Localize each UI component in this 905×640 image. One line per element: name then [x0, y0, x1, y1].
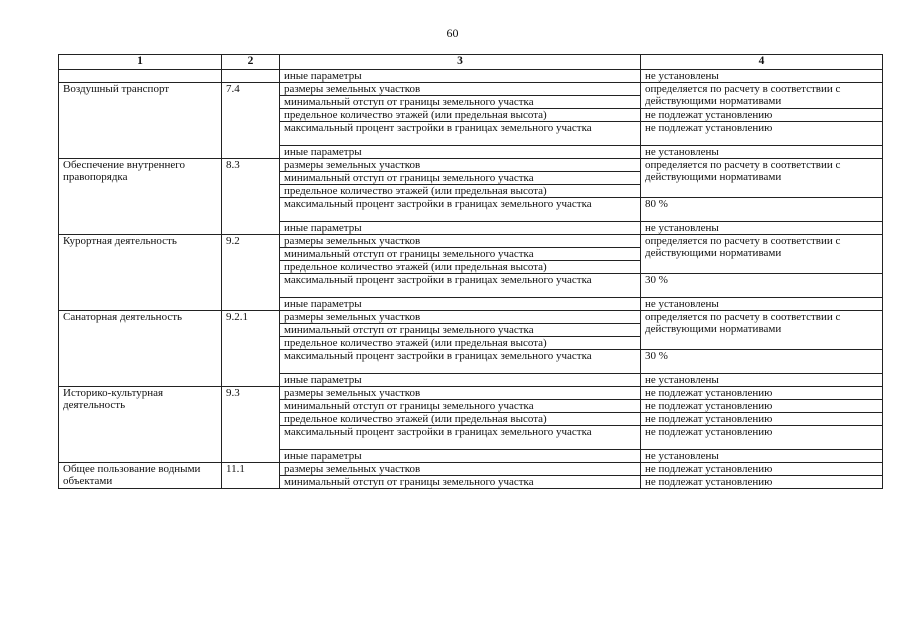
- param-name: иные параметры: [280, 146, 641, 159]
- param-value: не установлены: [641, 222, 883, 235]
- table-header-row: [59, 55, 883, 70]
- param-name: размеры земельных участков: [280, 83, 641, 96]
- param-value: не установлены: [641, 374, 883, 387]
- activity-code: 9.2: [222, 235, 280, 311]
- param-value: не подлежат установлению: [641, 109, 883, 122]
- param-value: не подлежат установлению: [641, 400, 883, 413]
- table-row: [59, 70, 883, 83]
- param-value: 30 %: [641, 350, 883, 374]
- param-value: 30 %: [641, 274, 883, 298]
- param-name: максимальный процент застройки в границах земельного участка: [280, 198, 641, 222]
- param-name: минимальный отступ от границы земельного участка: [280, 400, 641, 413]
- param-name: иные параметры: [280, 222, 641, 235]
- param-name: размеры земельных участков: [280, 311, 641, 324]
- param-value: не подлежат установлению: [641, 413, 883, 426]
- activity-name: Общее пользование водными объектами: [59, 463, 222, 489]
- header-col-4: 4: [641, 55, 883, 70]
- param-value: не установлены: [641, 450, 883, 463]
- activity-name: Санаторная деятельность: [59, 311, 222, 387]
- activity-code: 7.4: [222, 83, 280, 159]
- param-value: не подлежат установлению: [641, 463, 883, 476]
- table-row: [59, 387, 883, 400]
- param-name: минимальный отступ от границы земельного участка: [280, 476, 641, 489]
- param-name: минимальный отступ от границы земельного участка: [280, 248, 641, 261]
- activity-name-cell: [59, 70, 222, 83]
- param-name: минимальный отступ от границы земельного участка: [280, 96, 641, 109]
- param-name: иные параметры: [280, 374, 641, 387]
- regulations-table: [58, 54, 883, 489]
- table-row: [59, 83, 883, 96]
- param-value: определяется по расчету в соответствии с действующими нормативами: [641, 159, 883, 198]
- param-value: не подлежат установлению: [641, 426, 883, 450]
- param-name: предельное количество этажей (или предельная высота): [280, 185, 641, 198]
- param-name: максимальный процент застройки в границах земельного участка: [280, 122, 641, 146]
- param-value: определяется по расчету в соответствии с действующими нормативами: [641, 311, 883, 350]
- table-row: [59, 463, 883, 476]
- param-value: определяется по расчету в соответствии с действующими нормативами: [641, 235, 883, 274]
- param-value: не установлены: [641, 70, 883, 83]
- param-value: не подлежат установлению: [641, 122, 883, 146]
- param-value: 80 %: [641, 198, 883, 222]
- param-name: иные параметры: [280, 298, 641, 311]
- param-name: максимальный процент застройки в границах земельного участка: [280, 274, 641, 298]
- param-name: размеры земельных участков: [280, 159, 641, 172]
- header-col-2: 2: [222, 55, 280, 70]
- table-row: [59, 159, 883, 172]
- activity-name: Курортная деятельность: [59, 235, 222, 311]
- param-name: размеры земельных участков: [280, 463, 641, 476]
- activity-name: Воздушный транспорт: [59, 83, 222, 159]
- param-name: минимальный отступ от границы земельного участка: [280, 172, 641, 185]
- param-value: не установлены: [641, 298, 883, 311]
- header-col-3: 3: [280, 55, 641, 70]
- activity-code: 9.3: [222, 387, 280, 463]
- param-name: размеры земельных участков: [280, 235, 641, 248]
- param-value: не подлежат установлению: [641, 476, 883, 489]
- activity-code-cell: [222, 70, 280, 83]
- param-value: определяется по расчету в соответствии с действующими нормативами: [641, 83, 883, 109]
- header-col-1: 1: [59, 55, 222, 70]
- activity-code: 9.2.1: [222, 311, 280, 387]
- activity-name: Историко-культурная деятельность: [59, 387, 222, 463]
- param-name: иные параметры: [280, 70, 641, 83]
- activity-name: Обеспечение внутреннего правопорядка: [59, 159, 222, 235]
- page-number: 60: [446, 26, 459, 40]
- table-row: [59, 235, 883, 248]
- param-name: минимальный отступ от границы земельного участка: [280, 324, 641, 337]
- param-name: предельное количество этажей (или предельная высота): [280, 413, 641, 426]
- param-value: не подлежат установлению: [641, 387, 883, 400]
- param-name: предельное количество этажей (или предельная высота): [280, 261, 641, 274]
- param-name: размеры земельных участков: [280, 387, 641, 400]
- param-name: максимальный процент застройки в границах земельного участка: [280, 350, 641, 374]
- param-value: не установлены: [641, 146, 883, 159]
- activity-code: 8.3: [222, 159, 280, 235]
- param-name: максимальный процент застройки в границах земельного участка: [280, 426, 641, 450]
- table-row: [59, 311, 883, 324]
- param-name: предельное количество этажей (или предельная высота): [280, 109, 641, 122]
- activity-code: 11.1: [222, 463, 280, 489]
- param-name: иные параметры: [280, 450, 641, 463]
- param-name: предельное количество этажей (или предельная высота): [280, 337, 641, 350]
